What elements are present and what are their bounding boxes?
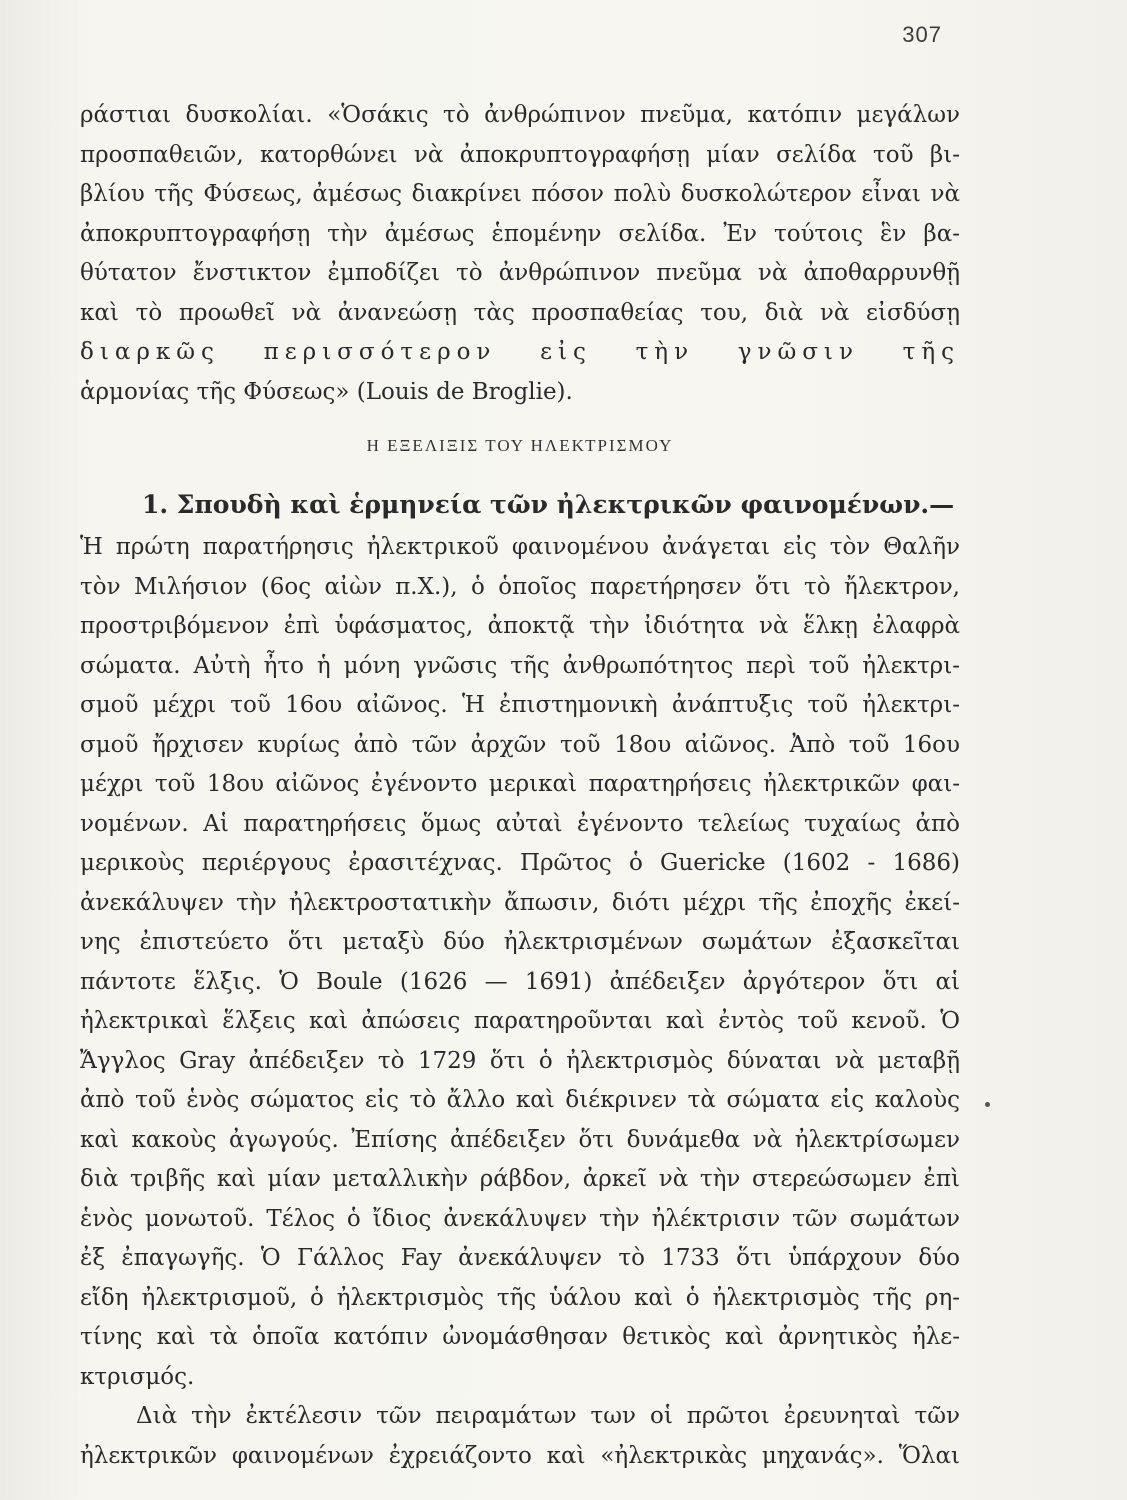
text-line: ἀνεκάλυψεν τὴν ἠλεκτροστατικὴν ἄπωσιν, διότι μέχρι τῆς ἐποχῆς ἐκεί- [80, 889, 960, 916]
intro-paragraph [80, 96, 960, 412]
text-line: ἠλεκτρικῶν φαινομένων ἐχρειάζοντο καὶ «ἠλεκτρικὰς μηχανάς». Ὅλαι [80, 1442, 960, 1469]
text-line: ἀπὸ τοῦ ἑνὸς σώματος εἰς τὸ ἄλλο καὶ διέκρινεν τὰ σώματα εἰς καλοὺς [80, 1087, 960, 1113]
text-line: ἑνὸς μονωτοῦ. Τέλος ὁ ἴδιος ἀνεκάλυψεν τὴν ἠλέκτρισιν τῶν σωμάτων [80, 1205, 960, 1232]
text-line: μέχρι τοῦ 18ου αἰῶνος ἐγένοντο μερικαὶ παρατηρήσεις ἠλεκτρικῶν φαι- [80, 771, 960, 797]
text-line: προσπαθειῶν, κατορθώνει νὰ ἀποκρυπτογραφήσῃ μίαν σελίδα τοῦ βι- [80, 141, 960, 168]
page-body [80, 96, 960, 1476]
text-line: τὸν Μιλήσιον (6ος αἰὼν π.Χ.), ὁ ὁποῖος παρετήρησεν ὅτι τὸ ἤλεκτρον, [80, 573, 960, 600]
page-number: 307 [902, 22, 942, 47]
text-line: ἐξ ἐπαγωγῆς. Ὁ Γάλλος Fay ἀνεκάλυψεν τὸ 1733 ὅτι ὑπάρχουν δύο [80, 1245, 960, 1271]
text-line: νομένων. Αἱ παρατηρήσεις ὅμως αὐταὶ ἐγένοντο τελείως τυχαίως ἀπὸ [80, 810, 960, 837]
text-line: νης ἐπιστεύετο ὅτι μεταξὺ δύο ἠλεκτρισμένων σωμάτων ἐξασκεῖται [80, 929, 960, 955]
subheading: 1. Σπουδὴ καὶ ἑρμηνεία τῶν ἠλεκτρικῶν φαινομένων.— [142, 490, 955, 519]
text-line: καὶ κακοὺς ἀγωγούς. Ἐπίσης ἀπέδειξεν ὅτι δυνάμεθα νὰ ἠλεκτρίσωμεν [80, 1126, 960, 1153]
text-line: τίνης καὶ τὰ ὁποῖα κατόπιν ὠνομάσθησαν θετικὸς καὶ ἀρνητικὸς ἠλε- [80, 1324, 960, 1350]
text-line: προστριβόμενον ἐπὶ ὑφάσματος, ἀποκτᾷ τὴν ἰδιότητα νὰ ἕλκῃ ἐλαφρὰ [80, 613, 960, 639]
text-line: μερικοὺς περιέργους ἐρασιτέχνας. Πρῶτος ὁ Guericke (1602 - 1686) [80, 850, 960, 876]
text-line: καὶ τὸ προωθεῖ νὰ ἀνανεώσῃ τὰς προσπαθείας του, διὰ νὰ εἰσδύσῃ [80, 299, 960, 326]
text-line: ἠλεκτρικαὶ ἕλξεις καὶ ἀπώσεις παρατηροῦνται καὶ ἐντὸς τοῦ κενοῦ. Ὁ [80, 1008, 960, 1034]
margin-mark [985, 1102, 990, 1107]
text-line: Διὰ τὴν ἐκτέλεσιν τῶν πειραμάτων των οἱ πρῶτοι ἐρευνηταὶ τῶν [136, 1403, 960, 1429]
text-line: εἴδη ἠλεκτρισμοῦ, ὁ ἠλεκτρισμὸς τῆς ὑάλου καὶ ὁ ἠλεκτρισμὸς τῆς ρη- [80, 1284, 960, 1311]
text-line: ἀποκρυπτογραφήσῃ τὴν ἀμέσως ἑπομένην σελίδα. Ἐν τούτοις ἓν βα- [80, 220, 960, 247]
text-line: διὰ τριβῆς καὶ μίαν μεταλλικὴν ράβδον, ἀρκεῖ νὰ τὴν στερεώσωμεν ἐπὶ [80, 1166, 960, 1192]
text-line: σμοῦ ἤρχισεν κυρίως ἀπὸ τῶν ἀρχῶν τοῦ 18ου αἰῶνος. Ἀπὸ τοῦ 16ου [80, 731, 960, 758]
paragraph-history [80, 528, 960, 1397]
text-line: Ἡ πρώτη παρατήρησις ἠλεκτρικοῦ φαινομένου ἀνάγεται εἰς τὸν Θαλῆν [80, 534, 960, 560]
text-line: πάντοτε ἕλξις. Ὁ Boule (1626 — 1691) ἀπέδειξεν ἀργότερον ὅτι αἱ [80, 968, 960, 995]
text-line: σμοῦ μέχρι τοῦ 16ου αἰῶνος. Ἡ ἐπιστημονικὴ ἀνάπτυξις τοῦ ἠλεκτρι- [80, 692, 960, 718]
text-line: θύτατον ἔνστικτον ἐμποδίζει τὸ ἀνθρώπινον πνεῦμα νὰ ἀποθαρρυνθῇ [80, 260, 960, 286]
text-line: Ἄγγλος Gray ἀπέδειξεν τὸ 1729 ὅτι ὁ ἠλεκτρισμὸς δύναται νὰ μεταβῇ [80, 1047, 960, 1074]
text-line: διαρκῶς περισσότερον εἰς τὴν γνῶσιν τῆς [80, 339, 960, 365]
text-line: βλίου τῆς Φύσεως, ἀμέσως διακρίνει πόσον πολὺ δυσκολώτερον εἶναι νὰ [80, 181, 960, 207]
text-line: ἁρμονίας τῆς Φύσεως» (Louis de Broglie). [80, 378, 573, 405]
section-heading: Η ΕΞΕΛΙΞΙΣ ΤΟΥ ΗΛΕΚΤΡΙΣΜΟΥ [366, 436, 674, 455]
text-line: σώματα. Αὐτὴ ἦτο ἡ μόνη γνῶσις τῆς ἀνθρωπότητος περὶ τοῦ ἠλεκτρι- [80, 652, 960, 679]
text-line: κτρισμός. [80, 1363, 195, 1390]
paragraph-machines [80, 1397, 960, 1476]
text-line: ράστιαι δυσκολίαι. «Ὁσάκις τὸ ἀνθρώπινον πνεῦμα, κατόπιν μεγάλων [80, 102, 960, 128]
